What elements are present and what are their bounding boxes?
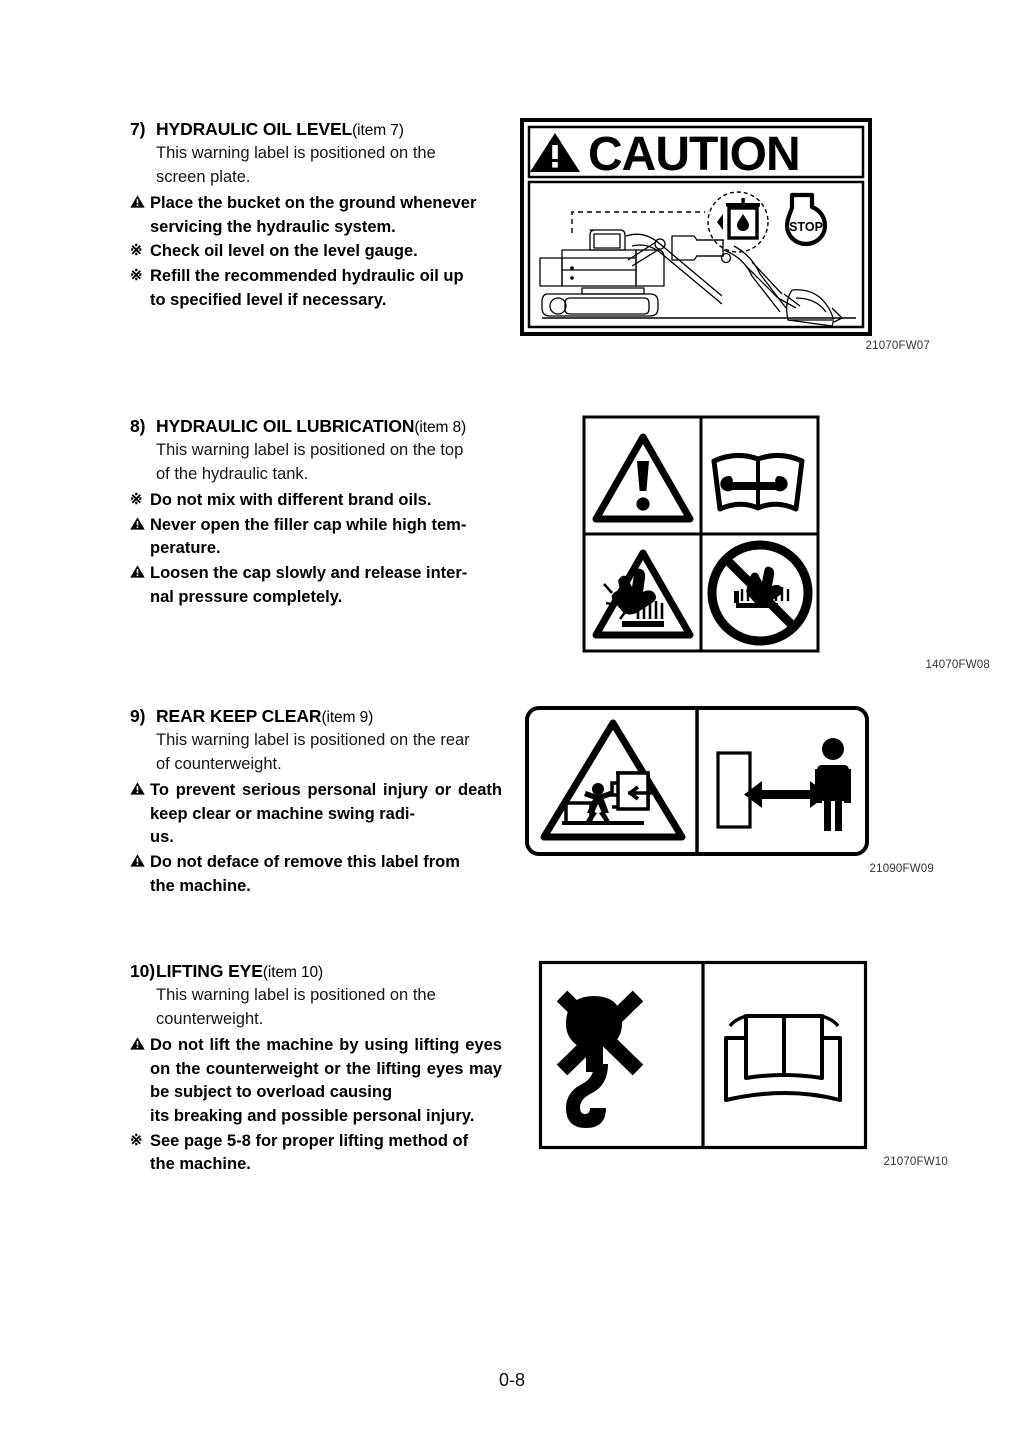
section-7-bullet-1-text: Place the bucket on the ground whenever servicing the hydraulic system. bbox=[150, 194, 477, 236]
section-10-text bbox=[130, 960, 502, 1178]
caution-word: CAUTION bbox=[588, 128, 800, 181]
lifting-eye-label-figure bbox=[538, 960, 948, 1168]
section-8-title: HYDRAULIC OIL LUBRICATION bbox=[156, 416, 415, 436]
section-10-intro bbox=[130, 984, 502, 1032]
section-9-intro-line2: of counterweight. bbox=[156, 755, 282, 774]
caution-label-figure bbox=[520, 118, 930, 352]
section-9-item: (item 9) bbox=[321, 709, 374, 726]
section-8-intro-line1: This warning label is positioned on the top bbox=[156, 441, 464, 460]
section-7-item: (item 7) bbox=[352, 122, 404, 139]
section-8-intro bbox=[130, 439, 502, 487]
section-hydraulic-oil-lubrication bbox=[130, 415, 990, 671]
section-9-bullet-2 bbox=[130, 851, 502, 898]
section-8-heading bbox=[130, 415, 502, 438]
section-8-bullet-2 bbox=[130, 514, 502, 561]
section-9-intro-line1: This warning label is positioned on the rear bbox=[156, 731, 470, 750]
reference-mark-icon: ※ bbox=[130, 242, 143, 260]
section-lifting-eye bbox=[130, 960, 948, 1178]
rear-keep-clear-label-figure bbox=[524, 705, 934, 875]
section-7-bullet-2-text: Check oil level on the level gauge. bbox=[150, 242, 418, 261]
section-9-bullet-1-text: To prevent serious personal injury or death keep clear or machine swing radi- us. bbox=[150, 781, 502, 847]
section-8-bullet-3 bbox=[130, 562, 502, 609]
reference-mark-icon: ※ bbox=[130, 267, 143, 285]
rear-keep-clear-label bbox=[524, 705, 870, 857]
hydraulic-oil-lubrication-label bbox=[582, 415, 820, 653]
section-10-bullet-1 bbox=[130, 1034, 502, 1128]
section-7-title: HYDRAULIC OIL LEVEL bbox=[156, 119, 353, 139]
warning-triangle-icon bbox=[130, 514, 150, 536]
section-9-figure bbox=[502, 705, 934, 899]
section-7-bullet-2 bbox=[130, 240, 502, 264]
section-10-item: (item 10) bbox=[262, 964, 324, 981]
section-10-heading bbox=[130, 960, 502, 983]
section-8-item: (item 8) bbox=[414, 419, 467, 436]
warning-triangle-icon bbox=[130, 192, 150, 214]
figure-code-9: 21090FW09 bbox=[869, 863, 934, 875]
section-8-intro-line2: of the hydraulic tank. bbox=[156, 465, 309, 484]
section-7-heading bbox=[130, 118, 502, 141]
hydraulic-oil-level-caution-label bbox=[520, 118, 872, 336]
section-8-bullet-3-text: Loosen the cap slowly and release inter- nal pressure completely. bbox=[150, 564, 468, 606]
figure-code-10: 21070FW10 bbox=[883, 1156, 948, 1168]
section-10-bullet-2 bbox=[130, 1130, 502, 1177]
section-8-bullet-1-text: Do not mix with different brand oils. bbox=[150, 491, 432, 510]
warning-triangle-icon bbox=[130, 1034, 150, 1056]
section-9-number: 9) bbox=[130, 706, 146, 726]
section-8-bullet-1 bbox=[130, 489, 502, 513]
section-7-figure bbox=[502, 118, 930, 352]
section-7-intro bbox=[130, 142, 502, 190]
section-7-bullet-1 bbox=[130, 192, 502, 239]
figure-code-7: 21070FW07 bbox=[865, 340, 930, 352]
read-manual-wrench-icon bbox=[714, 455, 802, 509]
section-8-text bbox=[130, 415, 502, 653]
section-rear-keep-clear bbox=[130, 705, 934, 899]
lubrication-label-figure bbox=[582, 415, 990, 671]
section-10-intro-line2: counterweight. bbox=[156, 1010, 264, 1029]
section-8-bullet-2-text: Never open the filler cap while high tem- perature. bbox=[150, 515, 467, 558]
section-8-figure bbox=[502, 415, 990, 671]
lifting-eye-label bbox=[538, 960, 868, 1150]
stop-label: STOP bbox=[789, 220, 823, 234]
section-9-intro bbox=[130, 729, 502, 777]
reference-mark-icon: ※ bbox=[130, 491, 143, 509]
section-10-number: 10) bbox=[130, 961, 155, 981]
section-7-text bbox=[130, 118, 502, 336]
figure-code-8: 14070FW08 bbox=[925, 659, 990, 671]
section-9-bullet-1 bbox=[130, 779, 502, 850]
section-7-bullet-3-text: Refill the recommended hydraulic oil up to specified level if necessary. bbox=[150, 267, 464, 309]
section-9-title: REAR KEEP CLEAR bbox=[156, 706, 322, 726]
section-10-intro-line1: This warning label is positioned on the bbox=[156, 986, 436, 1005]
section-7-intro-line1: This warning label is positioned on the bbox=[156, 144, 436, 163]
section-8-number: 8) bbox=[130, 416, 146, 436]
section-7-intro-line2: screen plate. bbox=[156, 168, 251, 187]
reference-mark-icon: ※ bbox=[130, 1131, 143, 1149]
section-10-bullet-2-text: See page 5-8 for proper lifting method of the machine. bbox=[150, 1131, 469, 1174]
section-10-title: LIFTING EYE bbox=[156, 961, 263, 981]
section-7-number: 7) bbox=[130, 119, 146, 139]
warning-triangle-icon bbox=[130, 851, 150, 873]
section-10-figure bbox=[502, 960, 948, 1178]
section-9-text bbox=[130, 705, 502, 899]
section-7-bullet-3 bbox=[130, 265, 502, 312]
section-9-heading bbox=[130, 705, 502, 728]
section-10-bullet-1-text: Do not lift the machine by using lifting eyes on the counterweight or the lifting eyes may be subject to overload causing its breaking and possible personal injury. bbox=[150, 1036, 502, 1126]
page-number: 0-8 bbox=[498, 1370, 525, 1390]
warning-triangle-icon bbox=[130, 562, 150, 584]
warning-triangle-icon bbox=[130, 779, 150, 801]
section-hydraulic-oil-level bbox=[130, 118, 930, 352]
section-9-bullet-2-text: Do not deface of remove this label from the machine. bbox=[150, 853, 460, 895]
